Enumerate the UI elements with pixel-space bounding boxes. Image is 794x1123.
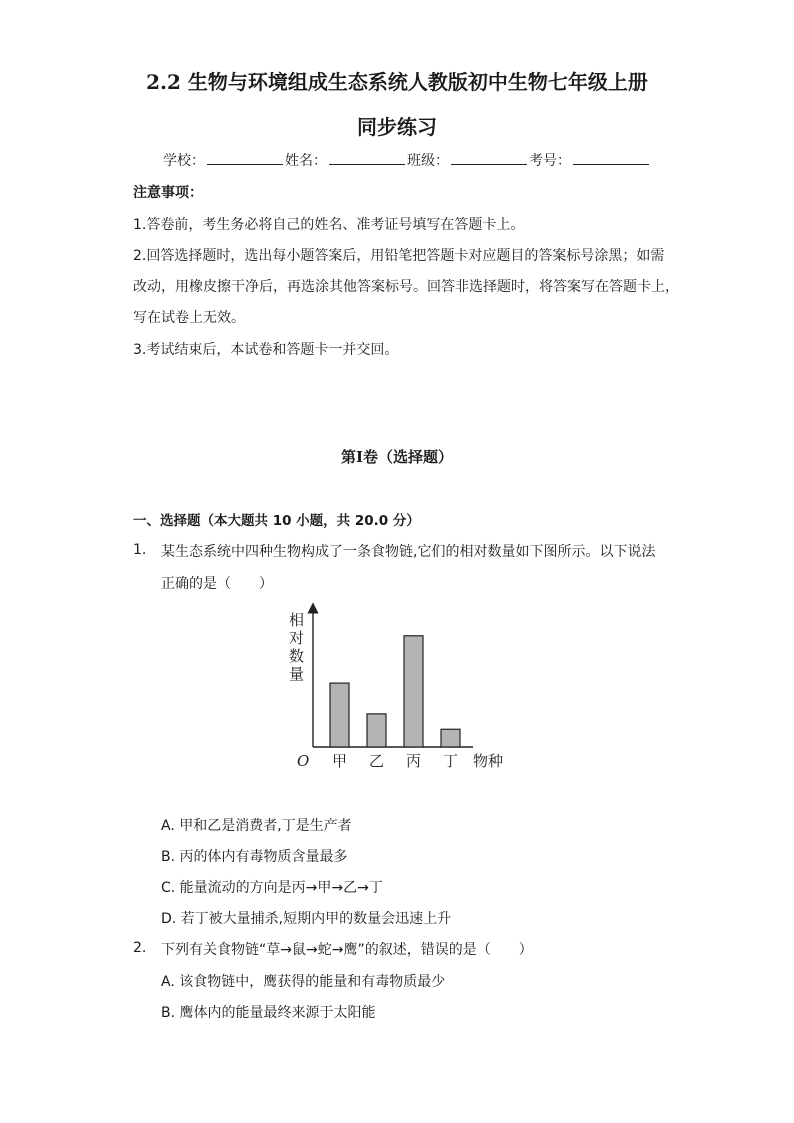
bar-4 xyxy=(441,729,460,747)
question-1-number: 1. xyxy=(133,542,147,558)
notice-item-3: 3.考试结束后，本试卷和答题卡一并交回。 xyxy=(133,342,399,358)
bar-3 xyxy=(404,636,423,747)
section-title: 第I卷（选择题） xyxy=(340,448,454,466)
name-label: 姓名： xyxy=(285,153,327,169)
number-blank[interactable] xyxy=(573,150,649,165)
question-1-option-b[interactable]: B. 丙的体内有毒物质含量最多 xyxy=(161,849,348,865)
question-1-stem-line-1: 某生态系统中四种生物构成了一条食物链,它们的相对数量如下图所示。以下说法 xyxy=(161,544,656,560)
info-line xyxy=(163,150,651,170)
part-heading: 一、选择题（本大题共 10 小题，共 20.0 分） xyxy=(133,513,420,529)
bar-1 xyxy=(330,683,349,747)
notice-heading: 注意事项： xyxy=(133,185,203,201)
y-axis-label-char-1: 相 xyxy=(289,611,305,629)
question-2-number: 2. xyxy=(133,940,147,956)
bar-chart xyxy=(280,600,520,780)
bars xyxy=(330,636,460,747)
page-subtitle: 同步练习 xyxy=(357,115,437,139)
notice-item-2-line-3: 写在试卷上无效。 xyxy=(133,310,245,326)
question-2-stem: 下列有关食物链“草→鼠→蛇→鹰”的叙述，错误的是（ ） xyxy=(161,942,533,958)
y-axis-label-char-3: 数 xyxy=(289,647,305,665)
question-1-option-d[interactable]: D. 若丁被大量捕杀,短期内甲的数量会迅速上升 xyxy=(161,911,452,927)
notice-item-2-line-2: 改动，用橡皮擦干净后，再选涂其他答案标号。回答非选择题时，将答案写在答题卡上， xyxy=(133,279,679,295)
number-label: 考号： xyxy=(529,153,571,169)
y-axis-label-char-2: 对 xyxy=(289,629,305,647)
notice-item-2-line-1: 2.回答选择题时，选出每小题答案后，用铅笔把答题卡对应题目的答案标号涂黑；如需 xyxy=(133,248,665,264)
name-blank[interactable] xyxy=(329,150,405,165)
question-2-option-b[interactable]: B. 鹰体内的能量最终来源于太阳能 xyxy=(161,1005,376,1021)
bar-2 xyxy=(367,714,386,747)
question-1-stem-line-2: 正确的是（ ） xyxy=(161,576,273,592)
y-axis-label-char-4: 量 xyxy=(289,665,305,683)
x-tick-label-3: 丙 xyxy=(405,752,422,770)
question-1-option-c[interactable]: C. 能量流动的方向是丙→甲→乙→丁 xyxy=(161,880,383,896)
x-tick-label-4: 丁 xyxy=(442,752,459,770)
notice-item-1: 1.答卷前，考生务必将自己的姓名、准考证号填写在答题卡上。 xyxy=(133,217,525,233)
question-1-option-a[interactable]: A. 甲和乙是消费者,丁是生产者 xyxy=(161,818,352,834)
x-tick-label-1: 甲 xyxy=(331,752,348,770)
x-tick-labels xyxy=(332,752,458,770)
x-axis-label: 物种 xyxy=(473,752,504,770)
y-axis-label xyxy=(289,611,304,683)
x-tick-label-2: 乙 xyxy=(368,752,385,770)
class-label: 班级： xyxy=(407,153,449,169)
school-label: 学校： xyxy=(163,153,205,169)
school-blank[interactable] xyxy=(207,150,283,165)
question-2-option-a[interactable]: A. 该食物链中，鹰获得的能量和有毒物质最少 xyxy=(161,974,446,990)
page-title: 2.2 生物与环境组成生态系统人教版初中生物七年级上册 xyxy=(146,70,648,94)
class-blank[interactable] xyxy=(451,150,527,165)
origin-label: O xyxy=(297,752,310,770)
